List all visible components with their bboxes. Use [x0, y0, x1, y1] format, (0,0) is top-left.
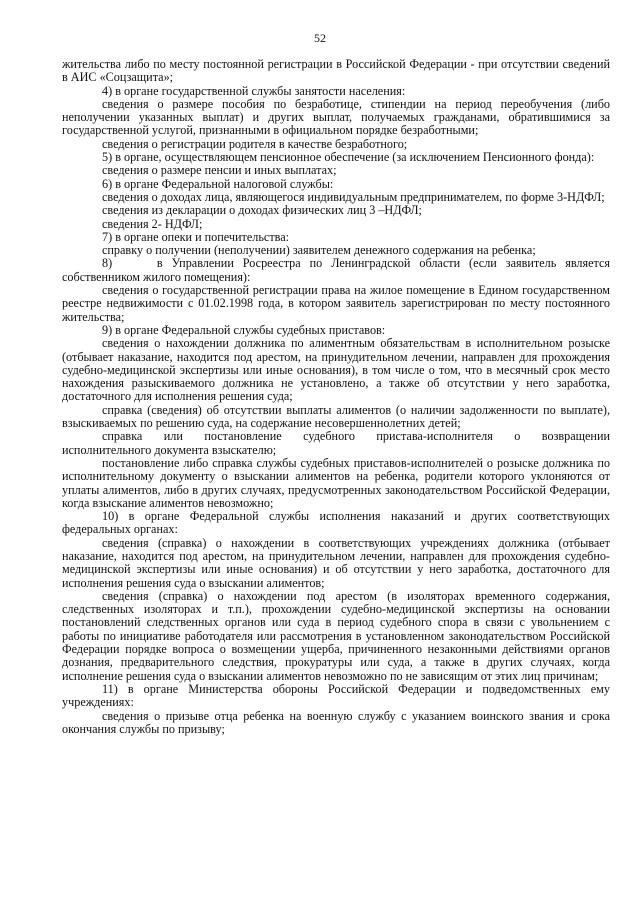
paragraph: 7) в органе опеки и попечительства: — [102, 229, 290, 244]
paragraph: 10) в органе Федеральной службы исполнения наказаний и других соответствующих федеральных органах: — [62, 509, 610, 537]
paragraph: справка (сведения) об отсутствии выплаты алиментов (о наличии задолженности по выплате), взыскиваемых по решению суда, на содержание несовершеннолетних детей; — [62, 402, 610, 431]
paragraph: 6) в органе Федеральной налоговой службы: — [102, 176, 334, 191]
paragraph: 11) в органе Министерства обороны Российской Федерации и подведомственных ему учреждениях: — [62, 681, 610, 710]
paragraph: сведения о нахождении должника по алиментным обязательствам в исполнительном розыске (отбывает наказание, находится под арестом, на принудительном лечении, направлен для прохождения судебно-медицинской экспертизы или иные основания), в том числе о том, что в месячный срок место нахождения разыскиваемого должника не установлено, а также об отсутствии у него заработка, достаточного для исполнения решения суда; — [62, 336, 610, 404]
paragraph: жительства либо по месту постоянной регистрации в Российской Федерации - при отсутствии сведений в АИС «Соцзащита»; — [62, 57, 610, 85]
paragraph: сведения 2- НДФЛ; — [102, 216, 203, 231]
paragraph: 5) в органе, осуществляющем пенсионное обеспечение (за исключением Пенсионного фонда): — [102, 150, 595, 165]
paragraph: сведения из декларации о доходах физических лиц 3 –НДФЛ; — [102, 203, 422, 218]
page-number: 52 — [314, 31, 326, 45]
paragraph: сведения о государственной регистрации права на жилое помещение в Едином государственном реестре недвижимости с 01.02.1998 года, в котором заявитель зарегистрирован по месту постоянного жительства; — [62, 283, 610, 324]
paragraph: сведения (справка) о нахождении в соответствующих учреждениях должника (отбывает наказание, находится под арестом, на принудительном лечении, направлен для прохождения судебно-медицинской экспертизы или иные основания) и об отсутствии у него заработка, достаточного для исполнения решения суда о взыскании алиментов; — [62, 535, 610, 590]
paragraph: сведения о призыве отца ребенка на военную службу с указанием воинского звания и срока окончания службы по призыву; — [62, 708, 610, 736]
paragraph: сведения о размере пенсии и иных выплатах; — [102, 163, 337, 178]
paragraph: 9) в органе Федеральной службы судебных приставов: — [102, 322, 386, 337]
paragraph: справку о получении (неполучении) заявителем денежного содержания на ребенка; — [102, 243, 536, 258]
paragraph: сведения (справка) о нахождении под арестом (в изоляторах временного содержания, следственных изоляторах и т.п.), прохождении судебно-медицинской экспертизы на основании постановлений следственных органов или суда в период судебного спора в связи с увольнением с работы по инициативе работодателя или рассмотрения в установленном законодательством Российской Федерации порядке вопроса о возмещении ущерба, причиненного незаконными действиями органов дознания, предварительного следствия, прокуратуры или суда, а также в других случаях, когда исполнение решения суда о взыскании алиментов невозможно по не зависящим от этих лиц причинам; — [62, 588, 610, 683]
document-body — [62, 58, 610, 736]
paragraph: сведения о размере пособия по безработице, стипендии на период переобучения (либо неполучении указанных выплат) и других выплат, получаемых гражданами, обратившимися за государственной услугой, признанными в официальном порядке безработными; — [62, 96, 610, 138]
paragraph: справка или постановление судебного пристава-исполнителя о возвращении исполнительного документа взыскателю; — [62, 429, 610, 457]
paragraph: 8) в Управлении Росреестра по Ленинградской области (если заявитель является собственником жилого помещения): — [62, 256, 610, 284]
paragraph: сведения о доходах лица, являющегося индивидуальным предпринимателем, по форме 3-НДФЛ; — [102, 189, 605, 204]
paragraph: 4) в органе государственной службы занятости населения: — [102, 83, 406, 98]
paragraph: постановление либо справка службы судебных приставов-исполнителей о розыске должника по исполнительному документу о взыскании алиментов на ребенка, родители которого уклоняются от уплаты алиментов, либо в других случаях, предусмотренных законодательством Российской Федерации, когда взыскание алиментов невозможно; — [62, 455, 610, 510]
paragraph: сведения о регистрации родителя в качестве безработного; — [102, 136, 408, 151]
